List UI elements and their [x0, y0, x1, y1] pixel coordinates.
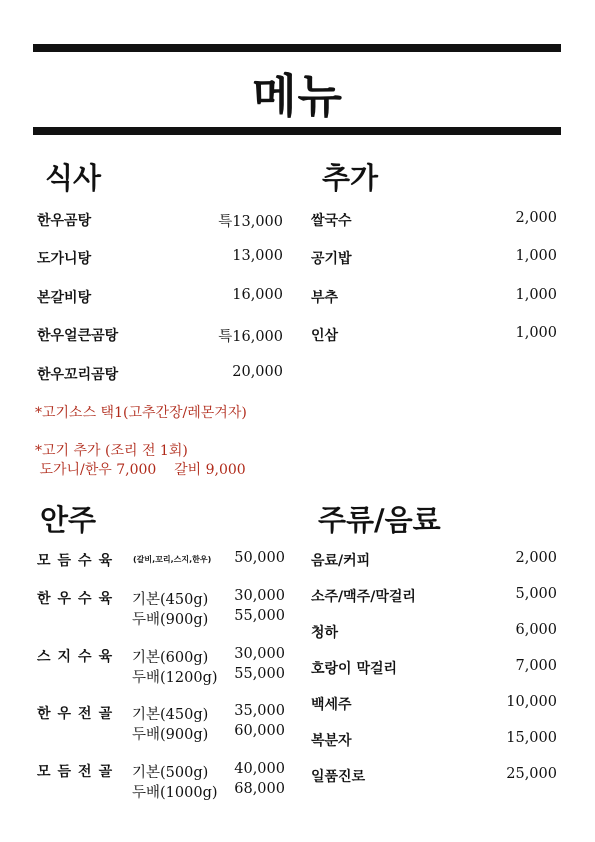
option-row [132, 646, 285, 667]
option-row [132, 781, 285, 802]
extras-heading: 추가 [322, 161, 379, 195]
item-price: 10,000 [506, 694, 557, 710]
item-price: 특13,000 [218, 214, 283, 230]
item-name: 호랑이 막걸리 [311, 661, 398, 677]
page-title: 메뉴 [252, 69, 343, 123]
option-row [132, 723, 285, 744]
option-label: 두배(900g) [132, 727, 209, 743]
item-name: 부추 [311, 290, 339, 306]
item-price: 6,000 [515, 622, 557, 638]
extra-meat-prices: 도가니/한우 7,000 갈비 9,000 [35, 462, 246, 478]
option-row [132, 666, 285, 687]
item-price: 16,000 [232, 287, 283, 303]
item-name: 공기밥 [311, 251, 352, 267]
item-name: 모듬전골 [37, 764, 120, 780]
item-price: 15,000 [506, 730, 557, 746]
item-price: 5,000 [515, 586, 557, 602]
item-name: 한우곰탕 [37, 213, 92, 229]
option-label: 두배(1200g) [132, 670, 218, 686]
anju-item [37, 703, 285, 743]
item-name: 백세주 [311, 697, 352, 713]
anju-item [37, 761, 285, 801]
item-price: 7,000 [515, 658, 557, 674]
item-price: 25,000 [506, 766, 557, 782]
option-row [132, 608, 285, 629]
option-label: 기본(500g) [132, 765, 209, 781]
option-label: 두배(900g) [132, 612, 209, 628]
option-price: 40,000 [234, 761, 285, 777]
item-price: 1,000 [515, 325, 557, 341]
item-price: 1,000 [515, 287, 557, 303]
item-name: 모듬수육 [37, 553, 120, 569]
item-name: 청하 [311, 625, 339, 641]
option-price: 55,000 [234, 666, 285, 682]
extra-meat-note: *고기 추가 (조리 전 1회) [35, 443, 188, 459]
option-row [132, 703, 285, 724]
option-price: 35,000 [234, 703, 285, 719]
item-price: 50,000 [234, 550, 285, 566]
option-label: 기본(450g) [132, 707, 209, 723]
option-price: 30,000 [234, 588, 285, 604]
item-price: 특16,000 [218, 329, 283, 345]
item-name: 도가니탕 [37, 251, 92, 267]
item-name: 소주/맥주/막걸리 [311, 589, 416, 605]
item-name: 인삼 [311, 328, 339, 344]
anju-heading: 안주 [40, 503, 97, 537]
option-price: 60,000 [234, 723, 285, 739]
item-name: 스지수육 [37, 649, 120, 665]
item-desc: (갈비,꼬리,스지,한우) [133, 555, 212, 564]
item-name: 한우꼬리곰탕 [37, 367, 119, 383]
item-price: 2,000 [515, 210, 557, 226]
drinks-heading: 주류/음료 [318, 503, 441, 537]
meals-heading: 식사 [45, 161, 102, 195]
anju-item [37, 646, 285, 686]
item-name: 음료/커피 [311, 553, 371, 569]
item-price: 20,000 [232, 364, 283, 380]
option-row [132, 588, 285, 609]
item-price: 1,000 [515, 248, 557, 264]
item-name: 쌀국수 [311, 213, 352, 229]
option-label: 두배(1000g) [132, 785, 218, 801]
bottom-rule [33, 127, 561, 135]
option-label: 기본(600g) [132, 650, 209, 666]
option-price: 68,000 [234, 781, 285, 797]
anju-item [37, 588, 285, 628]
item-name: 한우얼큰곰탕 [37, 328, 119, 344]
sauce-note: *고기소스 택1(고추간장/레몬겨자) [35, 405, 247, 421]
item-price: 2,000 [515, 550, 557, 566]
item-name: 일품진로 [311, 769, 366, 785]
item-name: 본갈비탕 [37, 290, 92, 306]
option-price: 55,000 [234, 608, 285, 624]
top-rule [33, 44, 561, 52]
item-name: 한우수육 [37, 591, 120, 607]
option-price: 30,000 [234, 646, 285, 662]
item-price: 13,000 [232, 248, 283, 264]
item-name: 한우전골 [37, 706, 120, 722]
option-label: 기본(450g) [132, 592, 209, 608]
item-name: 복분자 [311, 733, 352, 749]
option-row [132, 761, 285, 782]
